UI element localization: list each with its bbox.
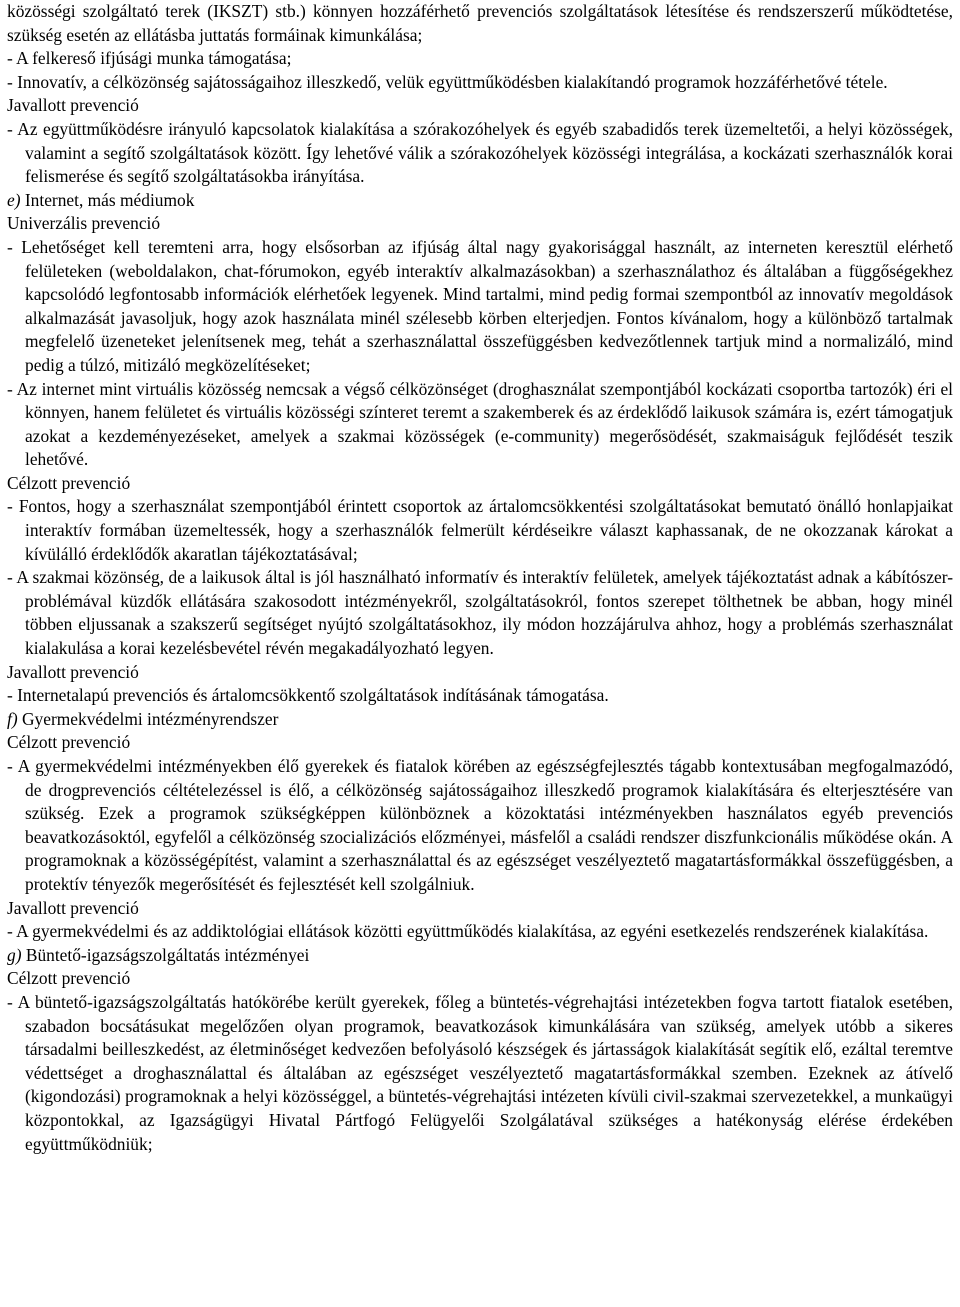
opening-paragraph: közösségi szolgáltató terek (IKSZT) stb.) könnyen hozzáférhető prevenciós szolgáltatások létesítése és rendszerszerű működtetése, szükség esetén az ellátásba juttatás formáinak kimunkálása; xyxy=(7,1,953,45)
subheading-celzott: Célzott prevenció xyxy=(7,472,131,493)
subheading-univerzalis: Univerzális prevenció xyxy=(7,213,161,234)
subheading-javallott: Javallott prevenció xyxy=(7,661,139,682)
list-item: - Az együttműködésre irányuló kapcsolatok kialakítása a szórakozóhelyek és egyéb szabadidős terek üzemeltetői, a helyi közösségek, valamint a segítő szolgáltatások között. Így lehetővé válik a szórakozóhelyek közösségi integrálása, a kockázati szerhasználók korai felismerése és segítő szolgáltatásokba irányítása. xyxy=(7,118,953,187)
list-item: - Innovatív, a célközönség sajátosságaihoz illeszkedő, velük együttműködésben kialakítandó programok hozzáférhetővé tétele. xyxy=(7,71,888,92)
subheading-celzott: Célzott prevenció xyxy=(7,968,131,989)
list-item: - A gyermekvédelmi intézményekben élő gyerekek és fiatalok körében az egészségfejlesztés tágabb kontextusában megfogalmazódó, de drogprevenciós céltételezéssel is élő, a célközönség sajátosságaihoz illeszkedő programok kialakítására és elterjesztésére van szükség. Ezek a programok szükségképpen különböznek a közoktatási intézményekben használatos egyéb prevenciós beavatkozásoktól, egyfelől a célközönség szocializációs előzményei, másfelől a családi rendszer diszfunkcionális működése okán. A programoknak a közösségépítést, valamint a szerhasználattal és az egészséget veszélyeztető magatartásformákkal összefüggésben, a protektív tényezők megerősítését és fejlesztését kell szolgálniuk. xyxy=(7,756,953,894)
section-title: Gyermekvédelmi intézményrendszer xyxy=(21,708,279,729)
list-item: - Internetalapú prevenciós és ártalomcsökkentő szolgáltatások indításának támogatása. xyxy=(7,685,609,706)
section-title: Internet, más médiumok xyxy=(24,189,195,210)
section-heading-g xyxy=(7,944,953,968)
section-letter: g) xyxy=(7,944,22,965)
list-item: - A felkereső ifjúsági munka támogatása; xyxy=(7,48,292,69)
list-item: - A szakmai közönség, de a laikusok által is jól használható informatív és interaktív felületek, amelyek tájékoztatást adnak a kábítószer-problémával küzdők ellátására szakosodott intézményekről, szolgáltatásokról, fontos szerepet tölthetnek be abban, hogy minél többen eljussanak a szakszerű segítséget nyújtó szolgáltatásokhoz, ily módon hozzájárulva ahhoz, hogy a problémás szerhasználat kialakulása a korai kezelésbevétel révén megakadályozható legyen. xyxy=(7,567,953,659)
list-item: - A büntető-igazságszolgáltatás hatókörébe került gyerekek, főleg a büntetés-végrehajtási intézetekben fogva tartott fiatalok esetében, szabadon bocsátásukat megelőzően olyan programok, beavatkozások kimunkálására van szükség, amelyek utóbb a sikeres társadalmi beilleszkedést, az életminőséget kedvezően befolyásoló készségek és jártasságok kialakítását segítik elő, ezáltal teremtve védettséget a droghasználattal és általában az egészséget veszélyeztető magatartásformákkal szemben. Ezeknek az átívelő (kigondozási) programoknak a helyi közösséggel, a büntetés-végrehajtási intézeten kívüli civil-szakmai szervezetekkel, a munkaügyi központokkal, az Igazságügyi Hivatal Pártfogó Felügyelői Szolgálatával szükséges a hatékonyság elérése érdekében együttműködniük; xyxy=(7,991,953,1154)
subheading-celzott: Célzott prevenció xyxy=(7,732,131,753)
section-letter: f) xyxy=(7,708,18,729)
list-item: - Lehetőséget kell teremteni arra, hogy elsősorban az ifjúság által nagy gyakorisággal használt, az interneten keresztül elérhető felületeken (weboldalakon, chat-fórumokon, egyéb interaktív alkalmazásokban) a szerhasználathoz és általában a függőségekhez kapcsolódó legfontosabb információk elérhetőek legyenek. Mind tartalmi, mind pedig formai szempontból az innovatív megoldások alkalmazását javasoljuk, hogy azok használata minél szélesebb körben elterjedjen. Fontos kívánalom, hogy a különböző tartalmak megfelelő üzeneteket jelenítsenek meg, tehát a szerhasználattal összefüggésben kedvezőtlennek tartjuk mind a normalizáló, mind pedig a túlzó, mitizáló megközelítéseket; xyxy=(7,236,953,375)
section-heading-e xyxy=(7,189,953,213)
section-heading-f xyxy=(7,708,953,732)
list-item: - Az internet mint virtuális közösség nemcsak a végső célközönséget (droghasználat szempontjából kockázati csoportba tartozók) éri el könnyen, hanem felületet és virtuális közösségi színteret teremt a szakemberek és az érdeklődő laikusok számára is, ezért támogatjuk azokat a kezdeményezéseket, amelyek a szakmai közösségek (e-community) megerősödését, szakmaiságuk fejlődését teszik lehetővé. xyxy=(7,378,953,470)
subheading-javallott: Javallott prevenció xyxy=(7,95,139,116)
list-item: - A gyermekvédelmi és az addiktológiai ellátások közötti együttműködés kialakítása, az egyéni esetkezelés rendszerének kialakítása. xyxy=(7,921,929,942)
section-letter: e) xyxy=(7,189,21,210)
subheading-javallott: Javallott prevenció xyxy=(7,897,139,918)
section-title: Büntető-igazságszolgáltatás intézményei xyxy=(25,944,310,965)
list-item: - Fontos, hogy a szerhasználat szempontjából érintett csoportok az ártalomcsökkentési szolgáltatásokat bemutató önálló honlapjaikat interaktív formában üzemeltessék, hogy a szerhasználók felmerült kérdéseikre választ kaphassanak, de ne okozzanak károkat a kívülálló érdeklődők akaratlan tájékoztatásával; xyxy=(7,496,953,564)
